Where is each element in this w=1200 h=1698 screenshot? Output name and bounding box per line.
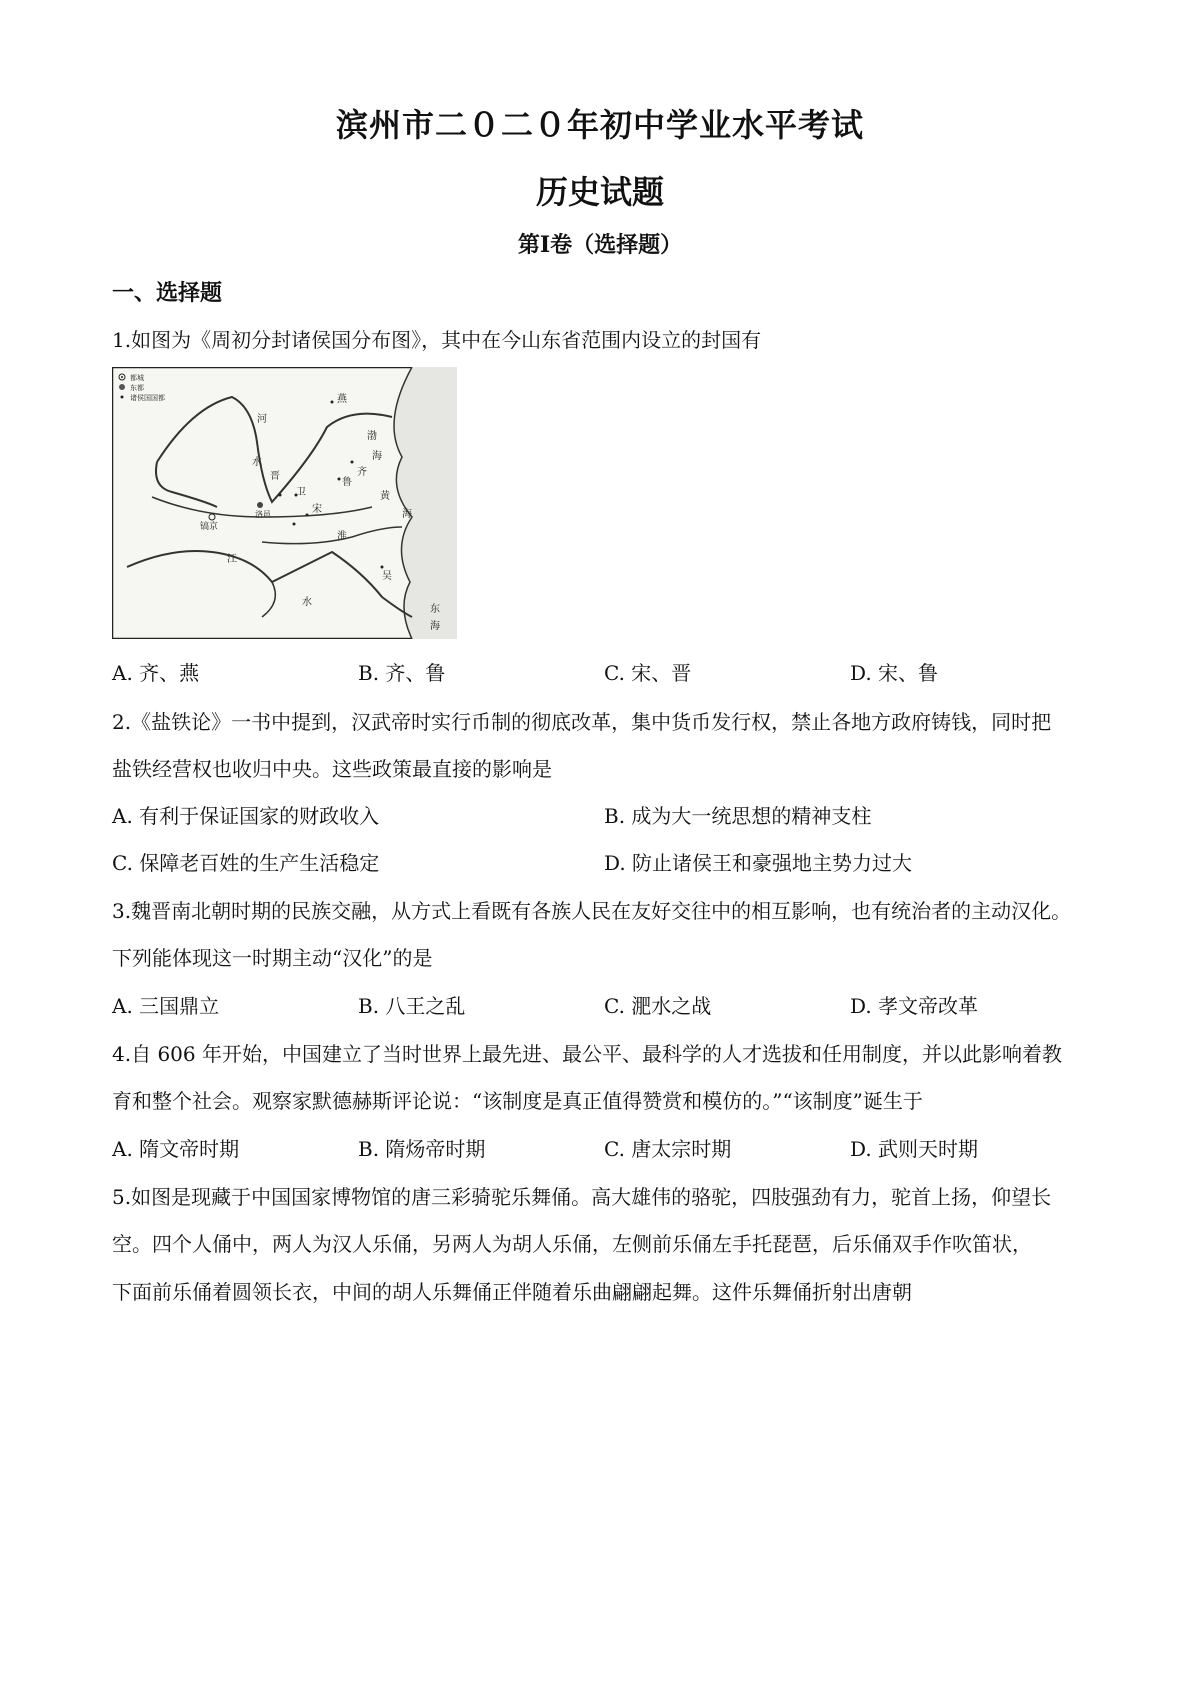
map-label-shui-1: 水 bbox=[252, 457, 262, 468]
volume-heading: 第Ⅰ卷（选择题） bbox=[517, 232, 683, 258]
q3-option-d: D. 孝文帝改革 bbox=[850, 994, 979, 1018]
map-label-haojing: 镐京 bbox=[200, 522, 219, 532]
q3-option-a: A. 三国鼎立 bbox=[112, 994, 220, 1018]
q1-option-b: B. 齐、鲁 bbox=[358, 661, 446, 685]
q3-option-c: C. 淝水之战 bbox=[604, 994, 712, 1018]
q2-option-d: D. 防止诸侯王和豪强地主势力过大 bbox=[604, 851, 913, 875]
question-5-line-3: 下面前乐俑着圆领长衣，中间的胡人乐舞俑正伴随着乐曲翩翩起舞。这件乐舞俑折射出唐朝 bbox=[112, 1280, 912, 1304]
question-2-line-1: 2.《盐铁论》一书中提到，汉武帝时实行币制的彻底改革，集中货币发行权，禁止各地方政府铸钱，同时把 bbox=[112, 710, 1052, 734]
legend-eastern-capital: 东都 bbox=[130, 384, 144, 392]
q2-option-c: C. 保障老百姓的生产生活稳定 bbox=[112, 851, 380, 875]
question-3-line-1: 3.魏晋南北朝时期的民族交融，从方式上看既有各族人民在友好交往中的相互影响，也有统治者的主动汉化。 bbox=[112, 899, 1072, 923]
map-label-jiang: 江 bbox=[227, 554, 237, 565]
map-label-shui-2: 水 bbox=[302, 597, 312, 608]
question-3-line-2: 下列能体现这一时期主动“汉化”的是 bbox=[112, 946, 433, 970]
question-2-line-2: 盐铁经营权也收归中央。这些政策最直接的影响是 bbox=[112, 757, 552, 781]
map-label-bo: 渤 bbox=[367, 431, 377, 442]
q2-option-a: A. 有利于保证国家的财政收入 bbox=[112, 804, 380, 828]
map-label-wu: 吴 bbox=[382, 571, 392, 582]
map-label-he: 河 bbox=[257, 414, 267, 425]
map-label-hai-3: 海 bbox=[430, 621, 440, 632]
q1-option-c: C. 宋、晋 bbox=[604, 661, 692, 685]
map-label-lu: 鲁 bbox=[342, 477, 352, 488]
q2-option-b: B. 成为大一统思想的精神支柱 bbox=[604, 804, 872, 828]
map-label-qi: 齐 bbox=[357, 467, 367, 478]
legend-fief-capital: 诸侯国国都 bbox=[130, 394, 165, 402]
question-4-line-1: 4.自 606 年开始，中国建立了当时世界上最先进、最公平、最科学的人才选拔和任用制度，并以此影响着教 bbox=[112, 1042, 1062, 1066]
map-label-song: 宋 bbox=[312, 504, 322, 515]
section-heading: 一、选择题 bbox=[112, 280, 223, 306]
zhou-fief-map bbox=[112, 367, 457, 639]
question-5-line-1: 5.如图是现藏于中国国家博物馆的唐三彩骑驼乐舞俑。高大雄伟的骆驼，四肢强劲有力，驼首上扬，仰望长 bbox=[112, 1185, 1052, 1209]
map-label-luoyi: 洛邑 bbox=[255, 510, 271, 519]
q4-option-d: D. 武则天时期 bbox=[850, 1137, 979, 1161]
q1-option-a: A. 齐、燕 bbox=[112, 661, 200, 685]
question-5-line-2: 空。四个人俑中，两人为汉人乐俑，另两人为胡人乐俑，左侧前乐俑左手托琵琶，后乐俑双手作吹笛状， bbox=[112, 1232, 1032, 1256]
q4-option-a: A. 隋文帝时期 bbox=[112, 1137, 240, 1161]
q4-option-c: C. 唐太宗时期 bbox=[604, 1137, 732, 1161]
map-label-wei: 卫 bbox=[296, 487, 306, 498]
question-4-line-2: 育和整个社会。观察家默德赫斯评论说：“该制度是真正值得赞赏和模仿的。”“该制度”诞生于 bbox=[112, 1089, 923, 1113]
q3-option-b: B. 八王之乱 bbox=[358, 994, 466, 1018]
map-label-hai-1: 海 bbox=[372, 451, 382, 462]
question-1-text: 1.如图为《周初分封诸侯国分布图》，其中在今山东省范围内设立的封国有 bbox=[112, 328, 762, 352]
legend-capital: 都城 bbox=[130, 374, 144, 382]
map-label-hai-2: 海 bbox=[402, 509, 412, 520]
map-label-yan: 燕 bbox=[337, 394, 347, 405]
exam-title: 滨州市二０二０年初中学业水平考试 bbox=[335, 106, 864, 144]
exam-subtitle: 历史试题 bbox=[535, 173, 664, 211]
q1-option-d: D. 宋、鲁 bbox=[850, 661, 939, 685]
map-label-jin: 晋 bbox=[270, 471, 280, 482]
map-label-dong: 东 bbox=[430, 604, 440, 615]
map-label-huai: 淮 bbox=[337, 531, 347, 542]
q4-option-b: B. 隋炀帝时期 bbox=[358, 1137, 486, 1161]
map-label-huang: 黄 bbox=[380, 491, 390, 502]
